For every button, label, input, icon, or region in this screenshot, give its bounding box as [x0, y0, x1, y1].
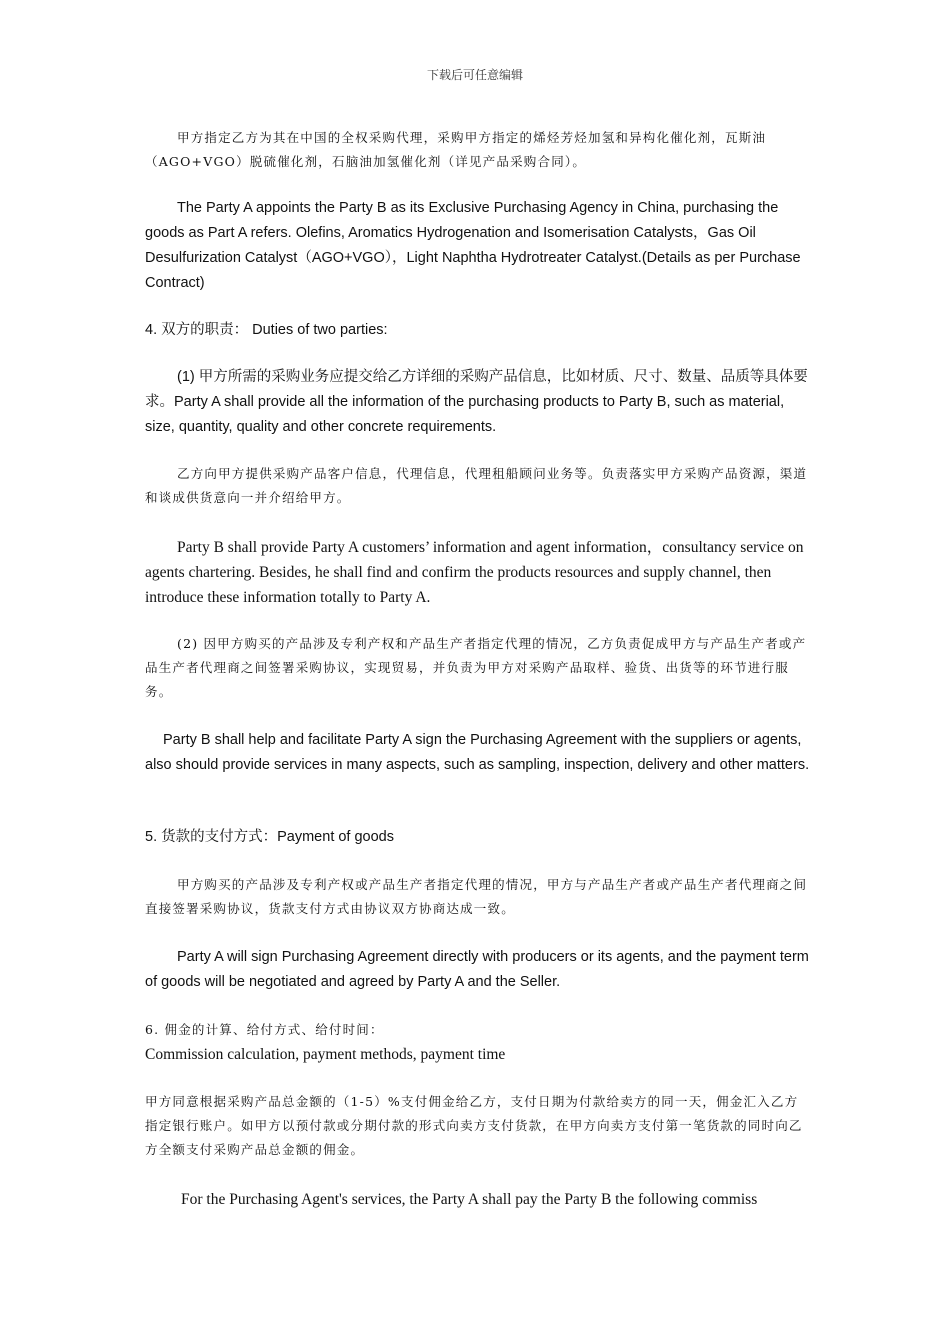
- section-6-cn-text: 甲方同意根据采购产品总金额的（1-5）%支付佣金给乙方，支付日期为付款给卖方的同一天，佣金汇入乙方指定银行账户。如甲方以预付款或分期付款的形式向卖方支付货款，在甲方向卖方支付第一笔货款的同时向乙方全额支付采购产品总金额的佣金。: [145, 1094, 803, 1157]
- section-5-cn: [145, 873, 810, 921]
- section-4-partyb-cn-text: 乙方向甲方提供采购产品客户信息，代理信息，代理租船顾问业务等。负责落实甲方采购产品资源，渠道和谈成供货意向一并介绍给甲方。: [145, 466, 808, 505]
- section-4-heading-text: 4. 双方的职责： Duties of two parties:: [145, 322, 388, 338]
- section-5-cn-text: 甲方购买的产品涉及专利产权或产品生产者指定代理的情况，甲方与产品生产者或产品生产者代理商之间直接签署采购协议，货款支付方式由协议双方协商达成一致。: [145, 877, 808, 916]
- section-4-item-1: [145, 365, 810, 440]
- clause-appointment-en: [145, 196, 810, 296]
- section-4-item-2-cn-text: (2) 因甲方购买的产品涉及专利产权和产品生产者指定代理的情况，乙方负责促成甲方与产品生产者或产品生产者代理商之间签署采购协议，实现贸易，并负责为甲方对采购产品取样、验货、出货等的环节进行服务。: [145, 636, 807, 699]
- section-6-cn: [145, 1090, 810, 1162]
- section-6-en-text: For the Purchasing Agent's services, the Party A shall pay the Party B the following commiss: [181, 1191, 758, 1208]
- section-4-item-2-en: [145, 728, 810, 778]
- section-5-en: [145, 945, 813, 995]
- clause-appointment-cn-text: 甲方指定乙方为其在中国的全权采购代理，采购甲方指定的烯烃芳烃加氢和异构化催化剂，瓦斯油（AGO+VGO）脱硫催化剂，石脑油加氢催化剂（详见产品采购合同）。: [145, 130, 767, 169]
- clause-appointment-cn: [145, 126, 810, 174]
- section-4-partyb-en-text: Party B shall provide Party A customers’ information and agent information，consultancy service on agents chartering. Besides, he shall find and confirm the products resources and supply channel, then introduce these information totally to Party A.: [145, 539, 808, 606]
- section-4-heading: [145, 318, 810, 343]
- section-4-item-2-en-text: Party B shall help and facilitate Party A sign the Purchasing Agreement with the suppliers or agents, also should provide services in many aspects, such as sampling, inspection, delivery and other matters.: [145, 732, 810, 773]
- section-6-heading-en: Commission calculation, payment methods, payment time: [145, 1046, 506, 1063]
- section-4-item-2-cn: [145, 632, 810, 704]
- section-4-partyb-en: [145, 535, 810, 610]
- page-header-note: 下载后可任意编辑: [426, 68, 523, 82]
- section-4-partyb-cn: [145, 462, 810, 510]
- section-6-heading-cn: 6. 佣金的计算、给付方式、给付时间：: [145, 1022, 384, 1037]
- section-5-heading-text: 5. 货款的支付方式：Payment of goods: [145, 829, 394, 845]
- section-5-en-text: Party A will sign Purchasing Agreement directly with producers or its agents, and the payment term of goods will be negotiated and agreed by Party A and the Seller.: [145, 949, 813, 990]
- section-4-item-1-text: (1) 甲方所需的采购业务应提交给乙方详细的采购产品信息，比如材质、尺寸、数量、品质等具体要求。Party A shall provide all the information of the purchasing products to Party B, such as material, size, quantity, quality and other concrete requirements.: [145, 369, 808, 435]
- section-6-en: [145, 1187, 815, 1212]
- section-6-heading: [145, 1018, 810, 1067]
- section-5-heading: [145, 825, 810, 850]
- clause-appointment-en-text: The Party A appoints the Party B as its Exclusive Purchasing Agency in China, purchasing the goods as Part A refers. Olefins, Aromatics Hydrogenation and Isomerisation Catalysts，Gas Oil Desulfurization Catalyst（AGO+VGO），Light Naphtha Hydrotreater Catalyst.(Details as per Purchase Contract): [145, 200, 805, 291]
